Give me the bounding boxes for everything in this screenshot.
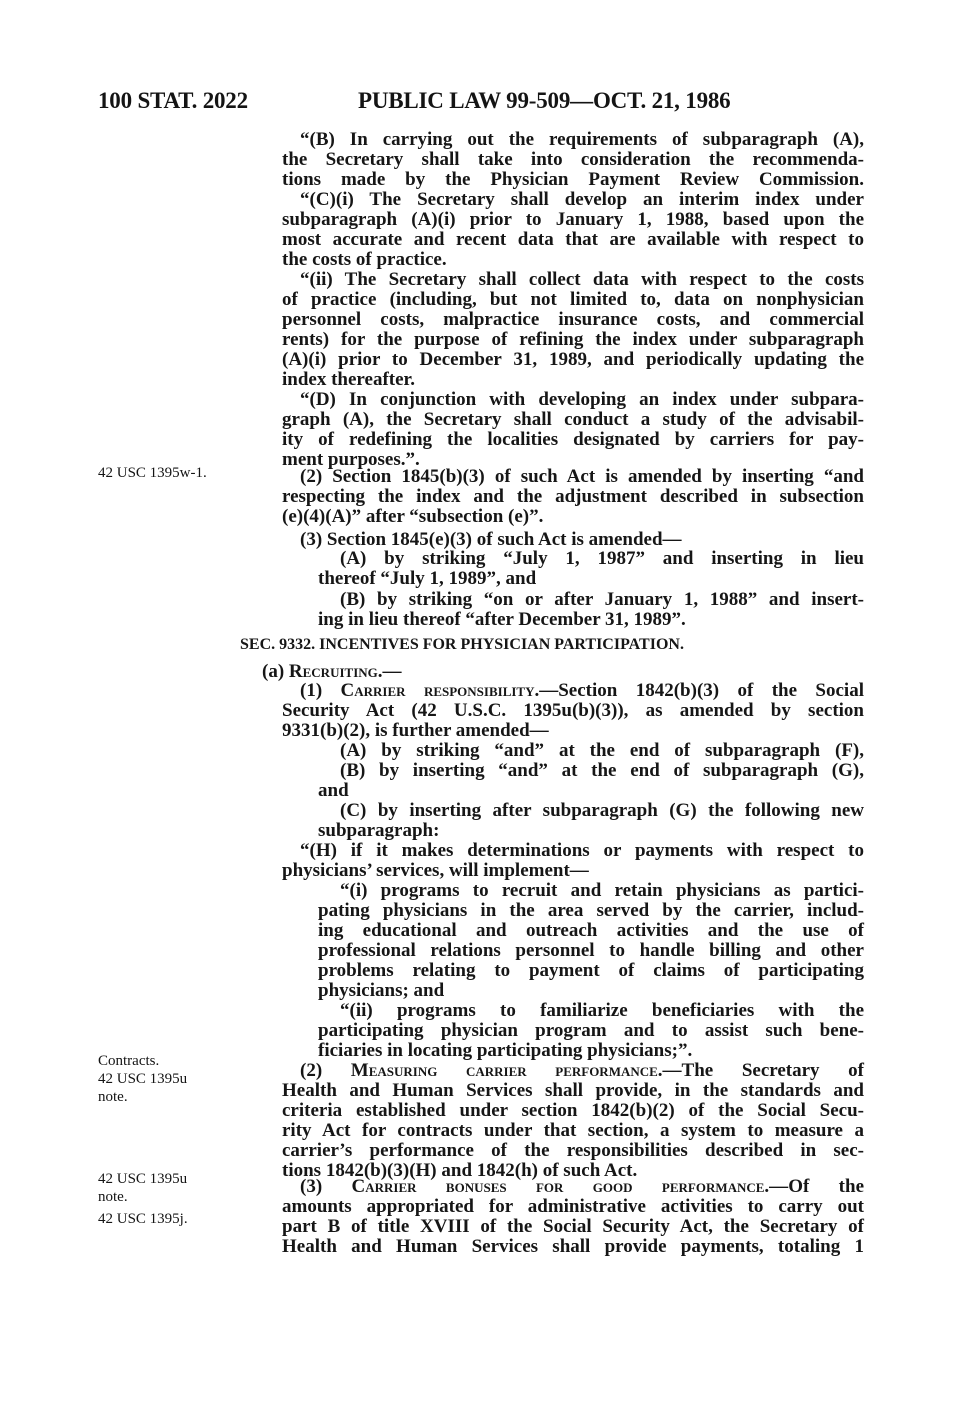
text-line: part B of title XVIII of the Social Security Act, the Secretary of xyxy=(282,1216,864,1237)
text-line: “(C)(i) The Secretary shall develop an interim index under xyxy=(300,189,864,210)
text-line: “(ii) programs to familiarize beneficiaries with the xyxy=(340,1000,864,1021)
text-line: of practice (including, but not limited to, data on nonphysician xyxy=(282,289,864,310)
text-line: (B) by inserting “and” at the end of subparagraph (G), xyxy=(340,760,864,781)
text-line: ing educational and outreach activities and the use of xyxy=(318,920,864,941)
text-line: carrier’s performance of the responsibilities described in sec- xyxy=(282,1140,864,1161)
text-line: “(H) if it makes determinations or payments with respect to xyxy=(300,840,864,861)
text-line: rents) for the purpose of refining the index under subparagraph xyxy=(282,329,864,350)
text-line: amounts appropriated for administrative activities to carry out xyxy=(282,1196,864,1217)
text-line: the Secretary shall take into consideration the recommenda- xyxy=(282,149,864,170)
margin-note-line: Contracts. xyxy=(98,1053,160,1069)
text-line: professional relations personnel to handle billing and other xyxy=(318,940,864,961)
text-line: tions 1842(b)(3)(H) and 1842(h) of such Act. xyxy=(282,1160,638,1181)
text-line: 9331(b)(2), is further amended— xyxy=(282,720,549,741)
margin-note xyxy=(98,1210,248,1228)
margin-note-line: 42 USC 1395u xyxy=(98,1171,188,1187)
text-line: subparagraph: xyxy=(318,820,440,841)
text-line: (a) Recruiting.— xyxy=(262,661,402,682)
text-line: pating physicians in the area served by the carrier, includ- xyxy=(318,900,864,921)
text-line: ity of redefining the localities designated by carriers for pay- xyxy=(282,429,864,450)
text-line: index thereafter. xyxy=(282,369,415,390)
text-line: “(ii) The Secretary shall collect data with respect to the costs xyxy=(300,269,864,290)
text-line: tions made by the Physician Payment Review Commission. xyxy=(282,169,864,190)
text-line: graph (A), the Secretary shall conduct a study of the advisabil- xyxy=(282,409,864,430)
text-line: Security Act (42 U.S.C. 1395u(b)(3)), as amended by section xyxy=(282,700,864,721)
text-line: and xyxy=(318,780,349,801)
text-line: criteria established under section 1842(b)(2) of the Social Secu- xyxy=(282,1100,864,1121)
text-line: rity Act for contracts under that section, a system to measure a xyxy=(282,1120,864,1141)
text-line: Health and Human Services shall provide, in the standards and xyxy=(282,1080,864,1101)
text-line: (B) by striking “on or after January 1, 1988” and insert- xyxy=(340,589,864,610)
text-line: (A)(i) prior to December 31, 1989, and periodically updating the xyxy=(282,349,864,370)
text-line: (e)(4)(A)” after “subsection (e)”. xyxy=(282,506,544,527)
text-line: (3) Carrier bonuses for good performance.—Of the xyxy=(300,1176,864,1197)
text-line: (1) Carrier responsibility.—Section 1842(b)(3) of the Social xyxy=(300,680,864,701)
text-line: physicians’ services, will implement— xyxy=(282,860,589,881)
margin-note-line: 42 USC 1395w-1. xyxy=(98,465,207,481)
text-line: “(i) programs to recruit and retain physicians as partici- xyxy=(340,880,864,901)
text-line: (A) by striking “and” at the end of subparagraph (F), xyxy=(340,740,864,761)
text-line: (C) by inserting after subparagraph (G) the following new xyxy=(340,800,864,821)
running-head: PUBLIC LAW 99-509—OCT. 21, 1986 xyxy=(358,88,731,113)
text-line: subparagraph (A)(i) prior to January 1, 1988, based upon the xyxy=(282,209,864,230)
text-line: problems relating to payment of claims of participating xyxy=(318,960,864,981)
text-line: (A) by striking “July 1, 1987” and inserting in lieu xyxy=(340,548,864,569)
text-line: participating physician program and to assist such bene- xyxy=(318,1020,864,1041)
text-line: physicians; and xyxy=(318,980,445,1001)
text-line: respecting the index and the adjustment described in subsection xyxy=(282,486,864,507)
margin-note-line: 42 USC 1395j. xyxy=(98,1211,188,1227)
text-line: “(B) In carrying out the requirements of subparagraph (A), xyxy=(300,129,864,150)
section-heading: SEC. 9332. INCENTIVES FOR PHYSICIAN PARTICIPATION. xyxy=(240,636,684,653)
margin-note xyxy=(98,1170,248,1206)
margin-note xyxy=(98,1052,248,1106)
text-line: most accurate and recent data that are available with respect to xyxy=(282,229,864,250)
text-line: the costs of practice. xyxy=(282,249,447,270)
text-line: thereof “July 1, 1989”, and xyxy=(318,568,537,589)
margin-note-line: note. xyxy=(98,1089,128,1105)
text-line: Health and Human Services shall provide payments, totaling 1 xyxy=(282,1236,864,1257)
text-line: ment purposes.”. xyxy=(282,449,420,470)
text-line: personnel costs, malpractice insurance costs, and commercial xyxy=(282,309,864,330)
page-stat-number: 100 STAT. 2022 xyxy=(98,88,248,113)
text-line: “(D) In conjunction with developing an index under subpara- xyxy=(300,389,864,410)
text-line: (3) Section 1845(e)(3) of such Act is amended— xyxy=(300,529,682,550)
margin-note-line: note. xyxy=(98,1189,128,1205)
text-line: ing in lieu thereof “after December 31, 1989”. xyxy=(318,609,686,630)
text-line: (2) Measuring carrier performance.—The Secretary of xyxy=(300,1060,865,1081)
text-line: (2) Section 1845(b)(3) of such Act is amended by inserting “and xyxy=(300,466,864,487)
margin-note xyxy=(98,464,248,482)
text-line: ficiaries in locating participating physicians;”. xyxy=(318,1040,693,1061)
margin-note-line: 42 USC 1395u xyxy=(98,1071,188,1087)
